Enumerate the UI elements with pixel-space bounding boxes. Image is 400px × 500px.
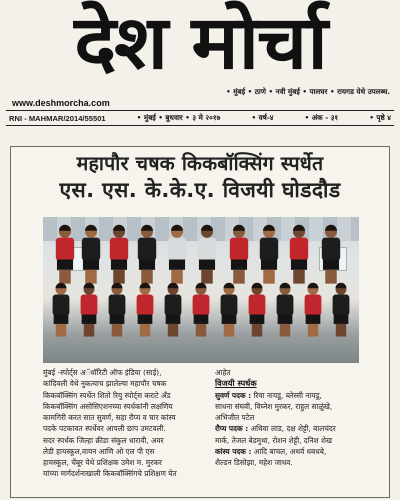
body-line: किकबॉक्सिंग स्पर्धेत शितो रियु स्पोर्ट्स कराटे अँड xyxy=(43,390,171,400)
gold-medal-names: साधना संघवी, विघ्नेश मुरकर, राहुल साळुंखे, xyxy=(215,401,333,411)
bronze-medal-label: कांस्य पदक : xyxy=(215,446,252,456)
newspaper-logo: देश मोर्चा xyxy=(74,0,326,86)
back-row-person xyxy=(168,225,186,284)
back-row-person xyxy=(56,225,74,284)
silver-medal-label: रौप्य पदक : xyxy=(215,424,249,434)
body-line: किकबॉक्सिंग असोसिएशनच्या स्पर्धकांनी लक्षणिय xyxy=(43,401,173,411)
headline-line-2: एस. एस. के.के.ए. विजयी घोडदौड xyxy=(59,178,341,202)
body-line: सदर स्पर्धक जिल्हा क्रीडा संकुल धारावी, अवर xyxy=(43,435,164,445)
city-date: • मुंबई • बुधवार • ३ मे २०१७ xyxy=(136,113,221,122)
body-line: मुंबई -स्पोर्ट्स अॅथॉरिटी ऑफ इंडिया (साई), xyxy=(43,368,162,377)
website-link[interactable]: www.deshmorcha.com xyxy=(12,98,110,108)
masthead xyxy=(0,0,400,118)
gold-medal-label: सुवर्ण पदक : xyxy=(215,390,252,400)
front-row-person xyxy=(193,283,210,337)
gold-medal-line xyxy=(215,390,387,401)
bronze-medal-names: आदि बाचल, अथर्व धबधबे, xyxy=(251,446,327,456)
front-row-person xyxy=(53,283,70,337)
news-article xyxy=(10,146,390,498)
back-row-person xyxy=(82,225,100,284)
front-row-person xyxy=(305,283,322,337)
front-row-person xyxy=(137,283,154,337)
body-line: पदके पटकावत स्पर्धेवर आपली छाप उमटवली. xyxy=(43,424,166,434)
availability-tagline: • मुंबई • ठाणे • नवी मुंबई • पालघर • रायगड येथे उपलब्ध. xyxy=(226,87,390,96)
page-count: • पृष्ठे ४ xyxy=(369,113,391,122)
silver-medal-names: अथिवा लाड, दक्ष शेट्टी, बालचंदर xyxy=(248,424,336,434)
issue-info-bar xyxy=(6,110,394,126)
article-body-right xyxy=(215,367,387,468)
front-row-person xyxy=(249,283,266,337)
body-line: लेडी हायस्कूल,वायन आणि ओ एल पी एस xyxy=(43,446,155,456)
back-row-person xyxy=(230,225,248,284)
front-row-person xyxy=(81,283,98,337)
issue-number: • अंक - ३१ xyxy=(304,113,339,122)
winners-subhead: विजयी स्पर्धक xyxy=(215,378,257,389)
bronze-medal-names: शैल्डन डिसोझा, महेश जाधव. xyxy=(215,458,293,467)
back-row-person xyxy=(322,225,340,284)
silver-medal-names: मार्क, तेजल बेडमुथा, रोशन शेट्टी, दनिश शेख xyxy=(215,435,332,445)
gold-medal-names: अभिजीत पटेल xyxy=(215,413,255,422)
front-row-person xyxy=(277,283,294,337)
body-continuation: आहेत xyxy=(215,368,231,377)
front-row-person xyxy=(221,283,238,337)
rni-number: RNI - MAHMAR/2014/55501 xyxy=(9,113,106,123)
silver-medal-line xyxy=(215,423,387,434)
article-body-left xyxy=(43,367,209,480)
back-row-person xyxy=(290,225,308,284)
back-row-person xyxy=(260,225,278,284)
body-line: कांदिवली येथे नुकत्याच झालेल्या महापौर चषक xyxy=(43,379,167,389)
team-figures xyxy=(43,217,359,363)
back-row-person xyxy=(110,225,128,284)
bronze-medal-line xyxy=(215,446,387,457)
back-row-person xyxy=(198,225,216,284)
back-row-person xyxy=(138,225,156,284)
headline-line-1: महापौर चषक किकबॉक्सिंग स्पर्धेत xyxy=(76,152,324,175)
body-line: यांच्या मार्गदर्शनाखाली किकबॉक्सिंगचे प्रशिक्षण घेत xyxy=(43,469,177,479)
volume-year: • वर्ष-४ xyxy=(251,113,274,122)
front-row-person xyxy=(333,283,350,337)
front-row-person xyxy=(109,283,126,337)
body-line: कामगिरी करत सात सुवर्ण, सहा रौप्य व चार कांस्य xyxy=(43,413,176,422)
front-row-person xyxy=(165,283,182,337)
gold-medal-names: रिया नायडू, ब्लेस्सी नायडू, xyxy=(251,390,322,400)
body-line: हायस्कूल, चेंबूर येथे प्रशिक्षक उमेश म. मुरकर xyxy=(43,458,162,467)
article-headline xyxy=(11,151,389,204)
team-photo xyxy=(43,217,359,363)
